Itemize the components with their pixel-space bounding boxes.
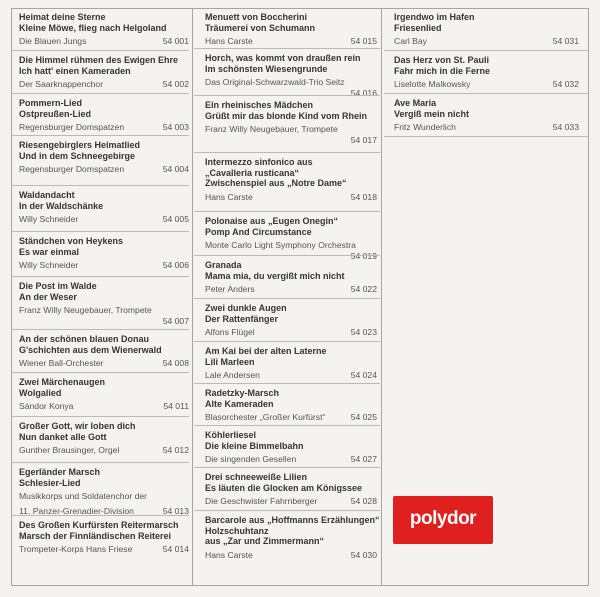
catalog-entry xyxy=(11,377,189,412)
song-title: Köhlerliesel xyxy=(205,430,257,440)
catalog-number: 54 013 xyxy=(162,505,189,516)
song-title: Ave Maria xyxy=(394,98,437,108)
entry-titles xyxy=(19,140,189,161)
song-title: Intermezzo sinfonico aus xyxy=(205,157,313,167)
entry-separator xyxy=(11,276,189,277)
entry-titles xyxy=(205,260,377,281)
catalog-entry xyxy=(11,281,189,326)
catalog-number: 54 004 xyxy=(162,164,189,174)
song-title: An der schönen blauen Donau xyxy=(19,334,150,344)
song-title: Das Herz von St. Pauli xyxy=(394,55,490,65)
entry-meta xyxy=(205,370,377,381)
entry-titles xyxy=(19,98,189,119)
entry-meta xyxy=(205,36,377,47)
song-title: Lili Marleen xyxy=(205,356,255,367)
song-title: aus „Zar und Zimmermann“ xyxy=(205,536,325,546)
song-title: In der Waldschänke xyxy=(19,200,104,211)
entry-separator xyxy=(384,50,589,51)
song-title: Holzschuhtanz xyxy=(205,525,269,536)
catalog-number: 54 030 xyxy=(350,549,377,560)
entry-separator xyxy=(11,462,189,463)
entry-separator xyxy=(194,95,380,96)
artist-name: Alfons Flügel xyxy=(205,327,255,337)
artist-name: Liselotte Malkowsky xyxy=(394,79,471,89)
catalog-number: 54 005 xyxy=(162,214,189,224)
catalog-number: 54 015 xyxy=(350,36,377,46)
entry-meta xyxy=(394,122,579,133)
entry-separator xyxy=(194,341,380,342)
song-title: Und in dem Schneegebirge xyxy=(19,150,136,161)
entry-meta xyxy=(19,401,189,412)
catalog-number: 54 001 xyxy=(162,36,189,46)
entry-titles xyxy=(394,12,579,33)
catalog-entry xyxy=(11,467,189,516)
song-title: Schlesier-Lied xyxy=(19,477,81,488)
entry-separator xyxy=(11,372,189,373)
entry-titles xyxy=(205,157,377,189)
catalog-number: 54 023 xyxy=(350,327,377,337)
entry-titles xyxy=(19,12,189,33)
entry-meta xyxy=(19,36,189,47)
catalog-entry xyxy=(194,515,380,560)
song-title: Zwei Märchenaugen xyxy=(19,377,106,387)
song-title: Kleine Möwe, flieg nach Helgoland xyxy=(19,22,167,33)
entry-titles xyxy=(19,334,189,355)
entry-separator xyxy=(384,93,589,94)
catalog-number: 54 011 xyxy=(163,401,189,411)
entry-separator xyxy=(194,510,380,511)
song-title: Pomp And Circumstance xyxy=(205,226,312,237)
catalog-number: 54 024 xyxy=(350,370,377,380)
entry-meta xyxy=(205,284,377,295)
artist-name-line-2: 11. Panzer-Grenadier-Division xyxy=(19,505,134,516)
song-title: An der Weser xyxy=(19,291,77,302)
entry-separator xyxy=(194,467,380,468)
catalog-entry xyxy=(384,12,589,47)
song-title: Polonaise aus „Eugen Onegin“ xyxy=(205,216,339,226)
artist-name: Regensburger Domspatzen xyxy=(19,164,125,174)
song-title: Friesenlied xyxy=(394,22,442,33)
song-title: Zwischenspiel aus „Notre Dame“ xyxy=(205,178,347,188)
entry-meta xyxy=(19,164,189,175)
entry-separator xyxy=(11,135,189,136)
song-title: Nun danket alle Gott xyxy=(19,431,107,442)
artist-name: Franz Willy Neugebauer, Trompete xyxy=(205,124,338,134)
catalog-entry xyxy=(194,472,380,507)
entry-meta xyxy=(19,305,189,326)
entry-separator xyxy=(11,515,189,516)
catalog-column-1 xyxy=(11,8,189,586)
catalog-number: 54 025 xyxy=(350,412,377,422)
song-title: Marsch der Finnländischen Reiterei xyxy=(19,530,172,541)
catalog-number: 54 022 xyxy=(350,284,377,294)
catalog-number: 54 033 xyxy=(552,122,579,132)
song-title: Horch, was kommt von draußen rein xyxy=(205,53,361,63)
entry-meta xyxy=(205,454,377,465)
artist-name: Regensburger Domspatzen xyxy=(19,122,125,132)
catalog-entry xyxy=(11,520,189,555)
catalog-entry xyxy=(11,12,189,47)
entry-titles xyxy=(394,55,579,76)
entry-separator xyxy=(384,136,589,137)
artist-name: Wiener Ball-Orchester xyxy=(19,358,104,368)
song-title: Ostpreußen-Lied xyxy=(19,108,92,119)
catalog-entry xyxy=(194,430,380,465)
song-title: Waldandacht xyxy=(19,190,75,200)
catalog-entry xyxy=(11,98,189,133)
catalog-number: 54 006 xyxy=(162,260,189,270)
song-title: Wolgalied xyxy=(19,387,62,398)
song-title: Der Rattenfänger xyxy=(205,313,279,324)
song-title: Grüßt mir das blonde Kind vom Rhein xyxy=(205,110,368,121)
song-title: Menuett von Boccherini xyxy=(205,12,308,22)
entry-titles xyxy=(205,12,377,33)
artist-name: Der Saarknappenchor xyxy=(19,79,104,89)
catalog-entry xyxy=(194,346,380,381)
entry-meta xyxy=(205,192,377,203)
catalog-column-2 xyxy=(194,8,380,586)
entry-titles xyxy=(205,515,380,547)
song-title: Riesengebirglers Heimatlied xyxy=(19,140,141,150)
catalog-number: 54 002 xyxy=(162,79,189,89)
song-title: Des Großen Kurfürsten Reitermarsch xyxy=(19,520,179,530)
entry-titles xyxy=(19,377,189,398)
artist-name: Fritz Wunderlich xyxy=(394,122,456,132)
artist-name: Willy Schneider xyxy=(19,260,79,270)
entry-meta xyxy=(205,412,377,423)
song-title: Mama mia, du vergißt mich nicht xyxy=(205,270,345,281)
catalog-entry xyxy=(194,303,380,338)
catalog-number: 54 018 xyxy=(350,191,377,202)
artist-name: Blasorchester „Großer Kurfürst“ xyxy=(205,412,326,422)
entry-titles xyxy=(205,216,377,237)
song-title: G'schichten aus dem Wienerwald xyxy=(19,344,162,355)
entry-separator xyxy=(11,329,189,330)
song-title: Träumerei von Schumann xyxy=(205,22,316,33)
entry-meta xyxy=(19,260,189,271)
catalog-number: 54 016 xyxy=(350,87,377,98)
song-title: Granada xyxy=(205,260,242,270)
catalog-entry xyxy=(11,140,189,175)
song-title: Vergiß mein nicht xyxy=(394,108,470,119)
entry-meta xyxy=(19,79,189,90)
logo-wordmark: polydor xyxy=(409,508,477,529)
entry-meta xyxy=(19,122,189,133)
catalog-entry xyxy=(194,260,380,295)
artist-name: Trompeter-Korps Hans Friese xyxy=(19,544,133,554)
artist-name: Die Geschwister Fahrnberger xyxy=(205,496,318,506)
catalog-entry xyxy=(194,216,380,261)
song-title: Drei schneeweiße Lilien xyxy=(205,472,308,482)
catalog-number: 54 028 xyxy=(350,496,377,506)
catalog-number: 54 027 xyxy=(350,454,377,464)
song-title: Am Kai bei der alten Laterne xyxy=(205,346,327,356)
song-title: Pommern-Lied xyxy=(19,98,83,108)
song-title: Die Post im Walde xyxy=(19,281,97,291)
catalog-entry xyxy=(194,12,380,47)
song-title: Egerländer Marsch xyxy=(19,467,101,477)
catalog-entry xyxy=(11,236,189,271)
song-title: „Cavalleria rusticana“ xyxy=(205,167,300,178)
catalog-number: 54 014 xyxy=(162,544,189,554)
entry-separator xyxy=(194,298,380,299)
entry-meta xyxy=(205,550,377,561)
artist-name: Monte Carlo Light Symphony Orchestra xyxy=(205,240,356,250)
catalog-number: 54 031 xyxy=(552,36,579,46)
artist-name: Musikkorps und Soldatenchor der xyxy=(19,491,148,501)
entry-meta xyxy=(19,214,189,225)
artist-name: Hans Carste xyxy=(205,191,253,202)
entry-separator xyxy=(11,185,189,186)
entry-titles xyxy=(205,472,377,493)
catalog-number: 54 008 xyxy=(162,358,189,368)
catalog-entry xyxy=(11,55,189,90)
entry-titles xyxy=(19,236,189,257)
entry-separator xyxy=(194,211,380,212)
catalog-entry xyxy=(194,100,380,145)
catalog-number: 54 032 xyxy=(552,79,579,89)
entry-meta xyxy=(394,36,579,47)
entry-titles xyxy=(205,388,377,409)
entry-separator xyxy=(11,231,189,232)
polydor-logo xyxy=(393,496,493,544)
entry-meta xyxy=(19,544,189,555)
catalog-number: 54 017 xyxy=(350,134,377,145)
song-title: Im schönsten Wiesengrunde xyxy=(205,63,328,74)
artist-name: Die singenden Gesellen xyxy=(205,454,297,464)
artist-name: Peter Anders xyxy=(205,284,255,294)
entry-meta xyxy=(205,240,377,261)
entry-separator xyxy=(11,93,189,94)
entry-meta xyxy=(19,491,189,516)
entry-titles xyxy=(19,520,189,541)
catalog-entry xyxy=(11,421,189,456)
artist-name: Das Original-Schwarzwald-Trio Seitz xyxy=(205,77,345,87)
song-title: Barcarole aus „Hoffmanns Erzählungen“ xyxy=(205,515,380,525)
entry-titles xyxy=(205,346,377,367)
catalog-number: 54 007 xyxy=(162,315,189,326)
artist-name: Die Blauen Jungs xyxy=(19,36,87,46)
column-divider xyxy=(192,8,193,586)
catalog-entry xyxy=(11,334,189,369)
entry-titles xyxy=(394,98,579,119)
entry-separator xyxy=(11,50,189,51)
song-title: Radetzky-Marsch xyxy=(205,388,280,398)
artist-name: Carl Bay xyxy=(394,36,427,46)
entry-meta xyxy=(205,496,377,507)
catalog-entry xyxy=(384,55,589,90)
entry-separator xyxy=(11,416,189,417)
entry-titles xyxy=(19,190,189,211)
song-title: Fahr mich in die Ferne xyxy=(394,65,491,76)
artist-name: Sándor Konya xyxy=(19,401,74,411)
entry-titles xyxy=(205,303,377,324)
song-title: Die Himmel rühmen des Ewigen Ehre xyxy=(19,55,179,65)
catalog-entry xyxy=(194,157,380,202)
entry-separator xyxy=(194,255,380,256)
entry-titles xyxy=(19,467,189,488)
song-title: Heimat deine Sterne xyxy=(19,12,106,22)
entry-meta xyxy=(19,445,189,456)
artist-name: Hans Carste xyxy=(205,36,253,46)
artist-name: Willy Schneider xyxy=(19,214,79,224)
song-title: Ständchen von Heykens xyxy=(19,236,124,246)
catalog-entry xyxy=(194,388,380,423)
entry-meta xyxy=(19,358,189,369)
entry-titles xyxy=(205,430,377,451)
catalog-number: 54 012 xyxy=(162,445,189,455)
song-title: Zwei dunkle Augen xyxy=(205,303,287,313)
entry-meta xyxy=(205,124,377,145)
column-divider xyxy=(381,8,382,586)
entry-titles xyxy=(205,53,377,74)
entry-separator xyxy=(194,425,380,426)
entry-titles xyxy=(19,55,189,76)
entry-meta xyxy=(205,327,377,338)
song-title: Es war einmal xyxy=(19,246,80,257)
entry-separator xyxy=(194,152,380,153)
song-title: Ein rheinisches Mädchen xyxy=(205,100,314,110)
song-title: Alte Kameraden xyxy=(205,398,274,409)
catalog-number: 54 019 xyxy=(350,250,377,261)
song-title: Die kleine Bimmelbahn xyxy=(205,440,304,451)
entry-meta xyxy=(394,79,579,90)
song-title: Es läuten die Glocken am Königssee xyxy=(205,482,363,493)
artist-name: Hans Carste xyxy=(205,549,253,560)
entry-separator xyxy=(194,48,380,49)
artist-name: Lale Andersen xyxy=(205,370,260,380)
artist-name: Franz Willy Neugebauer, Trompete xyxy=(19,305,152,315)
artist-name: Gunther Brausinger, Orgel xyxy=(19,445,120,455)
song-title: Irgendwo im Hafen xyxy=(394,12,475,22)
catalog-entry xyxy=(11,190,189,225)
catalog-entry xyxy=(384,98,589,133)
entry-separator xyxy=(194,383,380,384)
catalog-number: 54 003 xyxy=(162,122,189,132)
entry-titles xyxy=(19,281,189,302)
song-title: Ich hatt' einen Kameraden xyxy=(19,65,131,76)
entry-titles xyxy=(19,421,189,442)
entry-titles xyxy=(205,100,377,121)
catalog-entry xyxy=(194,53,380,98)
song-title: Großer Gott, wir loben dich xyxy=(19,421,136,431)
